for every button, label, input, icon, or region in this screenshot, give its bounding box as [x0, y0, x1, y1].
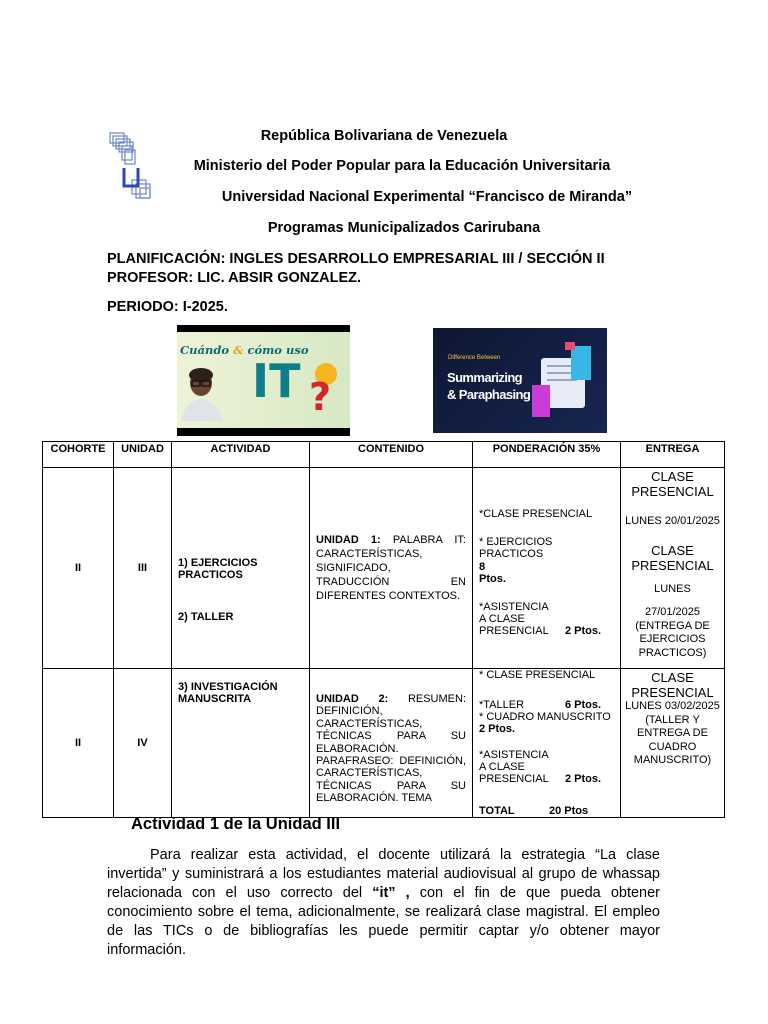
cell-actividad [172, 669, 310, 818]
cell-entrega [621, 468, 725, 669]
cell-unidad: IV [114, 669, 172, 818]
activity-ejercicios: 1) EJERCICIOS PRACTICOS [178, 557, 258, 581]
thumb-small-caption: Difference Between [448, 355, 501, 361]
table-row [43, 468, 725, 669]
pond-clase-presencial: *CLASE PRESENCIAL [479, 508, 593, 520]
thumb-amp: & [233, 343, 244, 357]
magenta-card-icon [532, 385, 550, 417]
thumb-title-a: Cuándo [180, 343, 230, 357]
pond-ejercicios-points: 8 Ptos. [479, 561, 506, 585]
th-cohorte: COHORTE [43, 442, 114, 468]
entrega-fecha-2: 27/01/2025 (ENTREGA DE EJERCICIOS PRACTICOS) [635, 606, 710, 659]
cell-contenido [310, 468, 473, 669]
pond-clase-presencial: * CLASE PRESENCIAL [479, 669, 596, 681]
planificacion-title: PLANIFICACIÓN: INGLES DESARROLLO EMPRESARIAL III / SECCIÓN II [107, 251, 605, 267]
periodo-line: PERIODO: I-2025. [107, 299, 228, 315]
header-ministerio: Ministerio del Poder Popular para la Educación Universitaria [193, 158, 611, 174]
pond-total-points: 20 Ptos [549, 805, 589, 817]
pond-asistencia: *ASISTENCIA A CLASE PRESENCIAL [479, 601, 549, 637]
paragraph-text-a: Para realizar esta actividad, el docente utilizará la estrategia “La clase invertida” y suministrará a los estudiantes material audiovisual al grupo de whassap relacionada con el uso correcto del [107, 847, 660, 901]
paragraph-bold-it: “it” , [372, 885, 410, 901]
section-title: Actividad 1 de la Unidad III [131, 815, 341, 833]
th-contenido: CONTENIDO [310, 442, 473, 468]
thumb-summarizing: Summarizing [447, 370, 523, 385]
cell-ponderacion [473, 669, 621, 818]
thumb-paraphasing: & Paraphasing [447, 387, 531, 402]
cell-ponderacion [473, 468, 621, 669]
profesor-line: PROFESOR: LIC. ABSIR GONZALEZ. [107, 270, 362, 286]
cell-actividad [172, 468, 310, 669]
header-universidad: Universidad Nacional Experimental “Francisco de Miranda” [221, 189, 633, 205]
cell-cohorte: II [43, 468, 114, 669]
activity-investigacion: 3) INVESTIGACIÓN MANUSCRITA [178, 681, 278, 705]
table-header-row [43, 442, 725, 468]
entrega-clase-1: CLASE PRESENCIAL [631, 469, 714, 499]
entrega-fecha-3: LUNES 03/02/2025 (TALLER Y ENTREGA DE CUADRO MANUSCRITO) [625, 700, 720, 766]
it-video-thumbnail [177, 325, 350, 436]
th-actividad: ACTIVIDAD [172, 442, 310, 468]
table-row [43, 669, 725, 818]
pond-asistencia-points: 2 Ptos. [565, 773, 602, 785]
entrega-fecha-1: LUNES 20/01/2025 [625, 515, 720, 527]
header-republica: República Bolivariana de Venezuela [260, 128, 508, 144]
pond-ejercicios: * EJERCICIOS PRACTICOS [479, 536, 553, 560]
paragraph-text-b: con el fin de que pueda obtener conocimiento sobre el tema, adicionalmente, se realizará clase magistral. El empleo de las TICs o de bibliografías les puede permitir captar y/o obtener mayor información. [107, 885, 660, 958]
blue-card-icon [571, 346, 591, 380]
content-unit-label: UNIDAD 2: [316, 693, 389, 705]
summarizing-thumbnail [433, 328, 607, 433]
th-ponderacion: PONDERACIÓN 35% [473, 442, 621, 468]
entrega-clase-2: CLASE PRESENCIAL [631, 542, 714, 573]
entrega-lunes-2: LUNES [654, 582, 691, 595]
cell-contenido [310, 669, 473, 818]
content-unit-text: RESUMEN: DEFINICIÓN, CARACTERÍSTICAS, TÉCNICAS PARA SU ELABORACIÓN. PARAFRASEO: DEFINICIÓN, CARACTERÍSTICAS, TÉCNICAS PARA SU ELABORACIÓN. TEMA [316, 693, 466, 805]
content-unit-text: PALABRA IT: CARACTERÍSTICAS, SIGNIFICADO, TRADUCCIÓN EN DIFERENTES CONTEXTOS. [316, 534, 466, 602]
student-figure [181, 367, 225, 421]
entrega-clase-3: CLASE PRESENCIAL [631, 670, 714, 700]
cell-unidad: III [114, 468, 172, 669]
thumb-title-b: cómo uso [247, 343, 309, 357]
pond-cuadro: * CUADRO MANUSCRITO [479, 711, 611, 723]
cell-entrega [621, 669, 725, 818]
thumb-it-text: IT [252, 354, 301, 408]
pond-total-label: TOTAL [479, 805, 515, 817]
th-unidad: UNIDAD [114, 442, 172, 468]
pond-asistencia: *ASISTENCIA A CLASE PRESENCIAL [479, 749, 549, 785]
pond-taller: *TALLER [479, 699, 525, 711]
cell-cohorte: II [43, 669, 114, 818]
activity-paragraph [107, 846, 660, 960]
activity-taller: 2) TALLER [178, 611, 234, 623]
thumb-question-mark: ? [309, 375, 332, 419]
pond-taller-points: 6 Ptos. [565, 699, 602, 711]
header-programas: Programas Municipalizados Carirubana [267, 220, 541, 236]
content-unit-label: UNIDAD 1: [316, 534, 381, 546]
pond-cuadro-points: 2 Ptos. [479, 723, 516, 735]
planning-table [42, 441, 725, 818]
pond-asistencia-points: 2 Ptos. [565, 625, 602, 637]
th-entrega: ENTREGA [621, 442, 725, 468]
